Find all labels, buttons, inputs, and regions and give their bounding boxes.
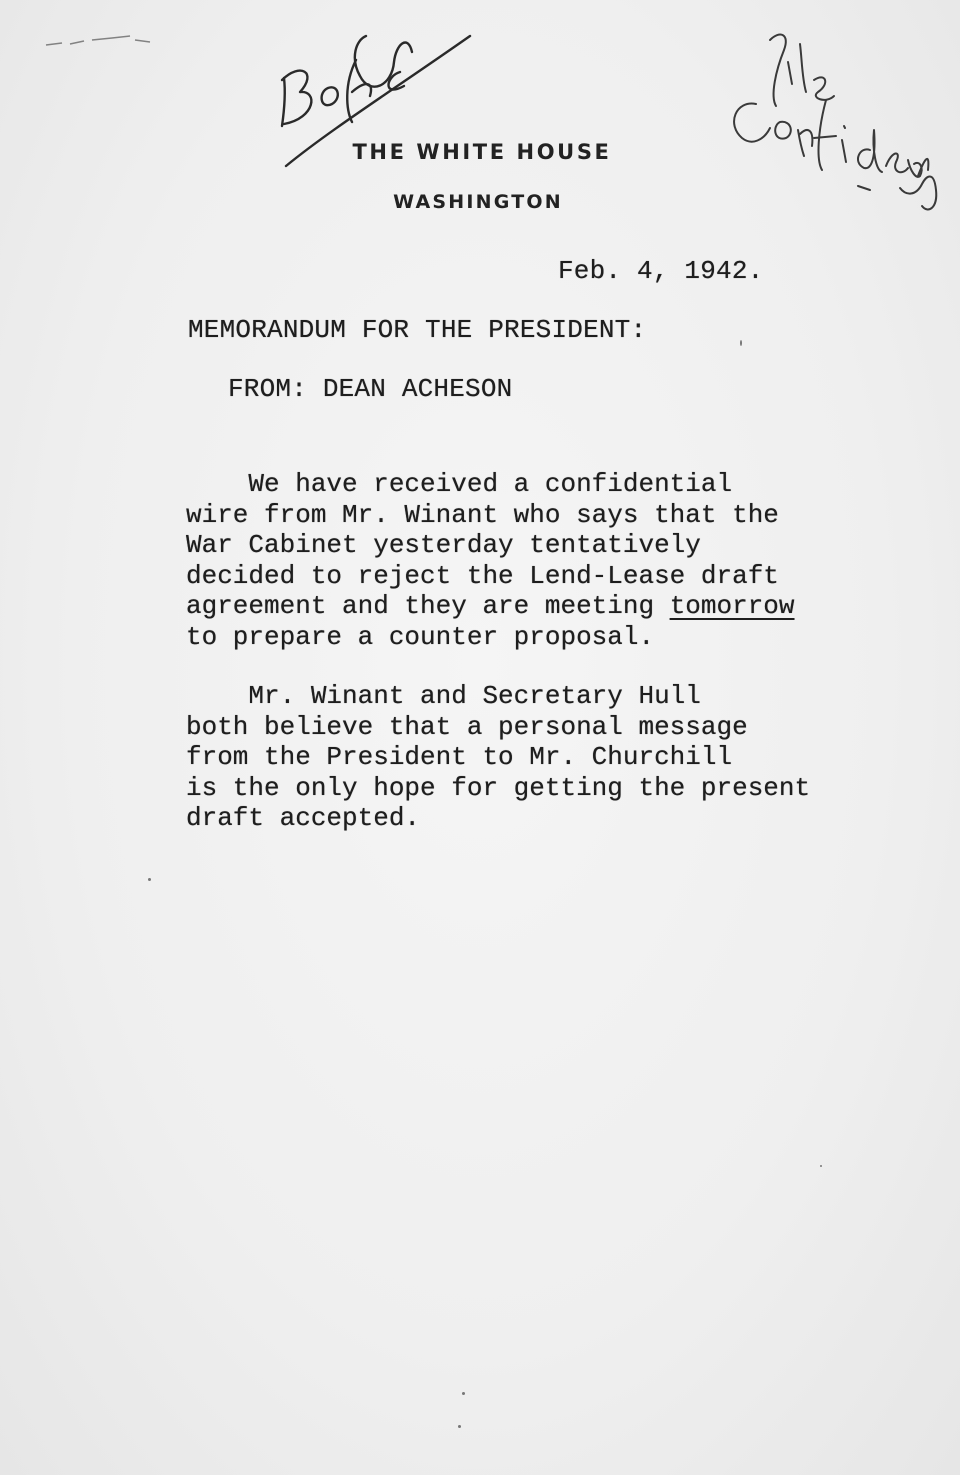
- paragraph-line: wire from Mr. Winant who says that the: [186, 499, 779, 530]
- paper-speck: [740, 340, 742, 346]
- paper-speck: [820, 1165, 822, 1167]
- paper-speck: [462, 1392, 465, 1395]
- paragraph-line: is the only hope for getting the present: [186, 772, 811, 803]
- file-confidential-note: [734, 35, 936, 210]
- underlined-word: tomorrow: [669, 591, 795, 621]
- paragraph-line: draft accepted.: [186, 803, 421, 833]
- paragraph-2: [186, 681, 810, 834]
- handwritten-annotations: [0, 0, 960, 260]
- letterhead-city: WASHINGTON: [393, 191, 563, 213]
- memo-heading: MEMORANDUM FOR THE PRESIDENT:: [188, 315, 647, 345]
- paragraph-line: Mr. Winant and Secretary Hull: [186, 681, 701, 711]
- ink-smudge: [46, 36, 150, 45]
- paper-speck: [148, 878, 151, 881]
- paragraph-line: War Cabinet yesterday tentatively: [186, 530, 701, 560]
- letterhead-title: THE WHITE HOUSE: [352, 140, 612, 164]
- paragraph-line: We have received a confidential: [186, 469, 733, 499]
- paragraph-line: agreement and they are meeting: [186, 591, 670, 621]
- paragraph-line: from the President to Mr. Churchill: [186, 742, 733, 772]
- memo-from-line: FROM: DEAN ACHESON: [228, 374, 513, 404]
- paragraph-line: decided to reject the Lend-Lease draft: [186, 560, 779, 591]
- paragraph-line-with-underline: [186, 591, 795, 622]
- paragraph-line: to prepare a counter proposal.: [186, 621, 655, 652]
- paper-speck: [458, 1425, 461, 1428]
- paragraph-line: both believe that a personal message: [186, 711, 748, 742]
- memo-date: Feb. 4, 1942.: [558, 256, 764, 286]
- paragraph-1: [186, 469, 795, 652]
